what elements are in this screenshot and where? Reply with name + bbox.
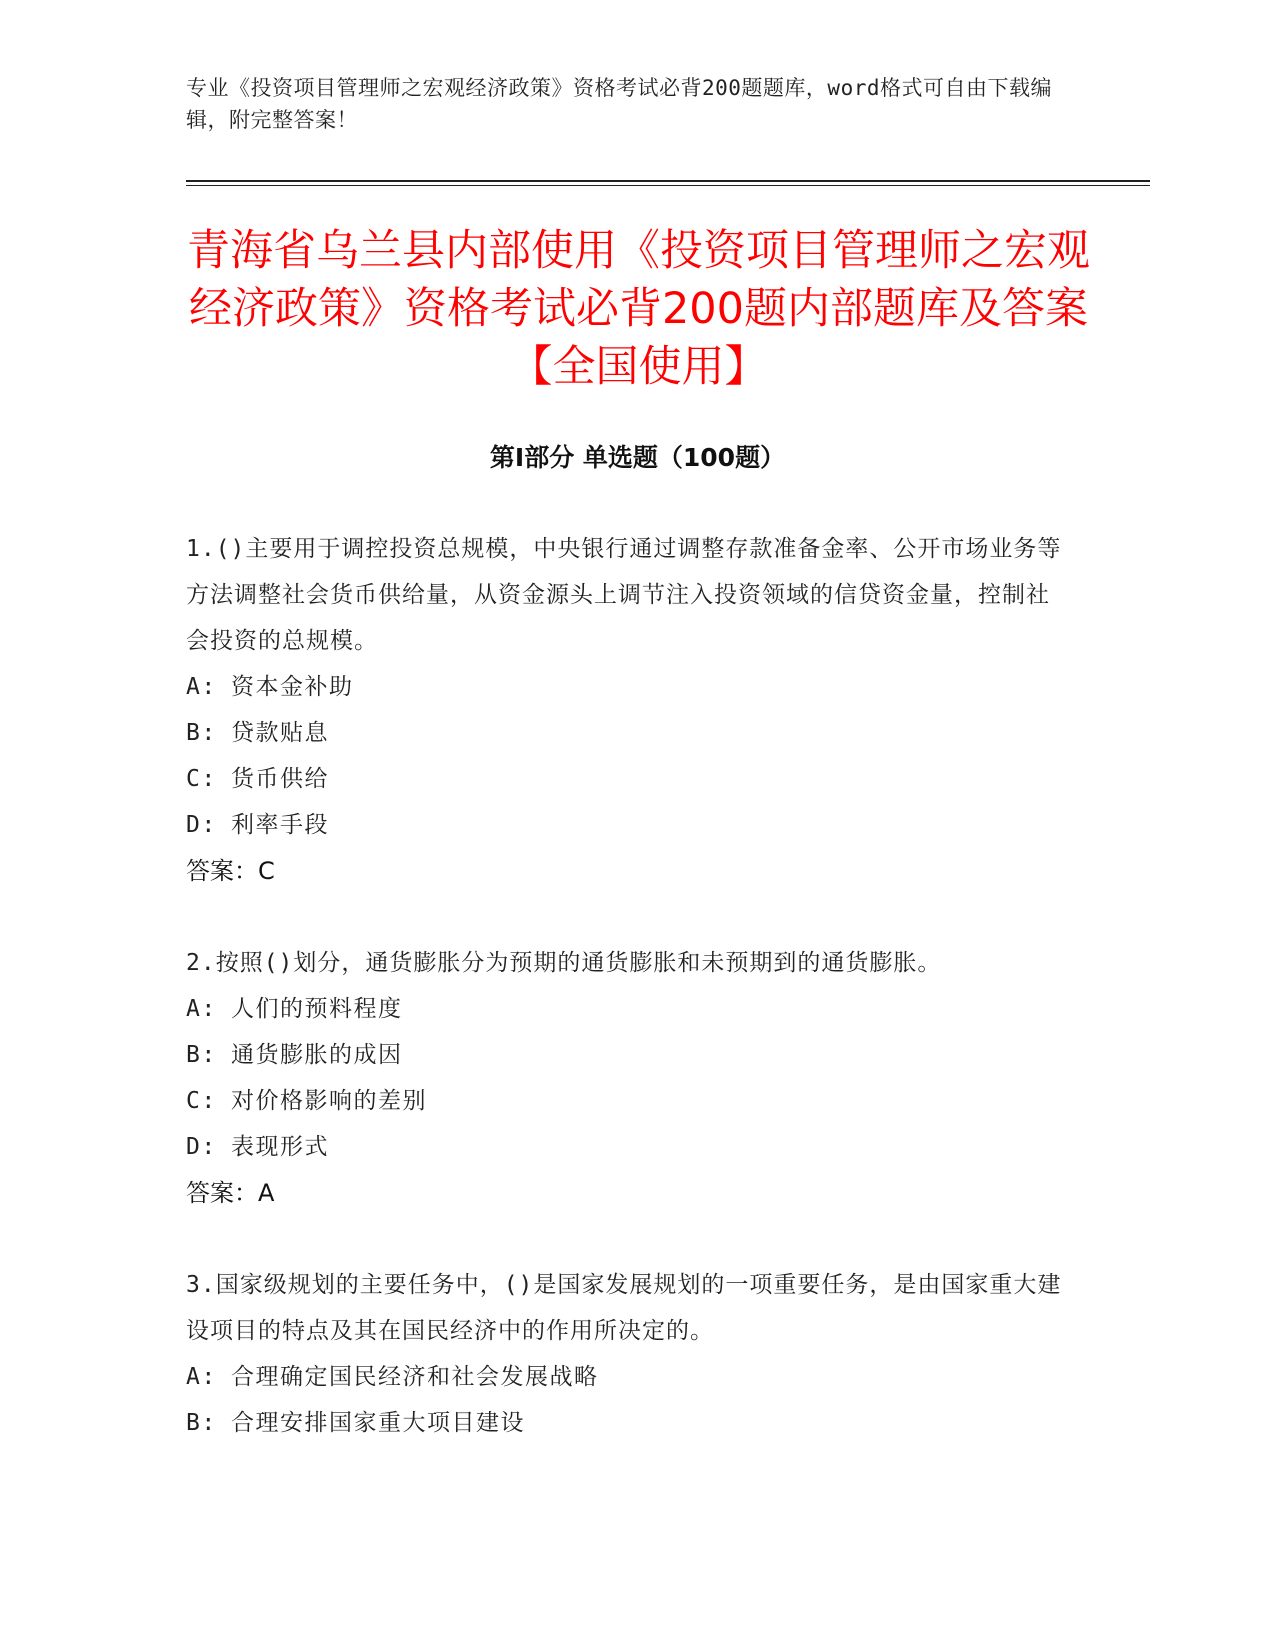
question-3 xyxy=(186,1262,1066,1446)
option-letter: A: xyxy=(186,996,217,1022)
option-text: 通货膨胀的成因 xyxy=(231,1042,403,1068)
header-note: 专业《投资项目管理师之宏观经济政策》资格考试必背200题题库，word格式可自由下载编辑，附完整答案！ xyxy=(186,76,1052,132)
question-list xyxy=(186,526,1066,1492)
option-a xyxy=(186,1354,1066,1400)
option-text: 贷款贴息 xyxy=(231,720,329,746)
option-text: 表现形式 xyxy=(231,1134,329,1160)
option-c xyxy=(186,756,1066,802)
option-d xyxy=(186,802,1066,848)
option-letter: D: xyxy=(186,812,217,838)
document-title: 青海省乌兰县内部使用《投资项目管理师之宏观经济政策》资格考试必背200题内部题库及答案【全国使用】 xyxy=(187,226,1090,392)
option-text: 合理安排国家重大项目建设 xyxy=(231,1410,525,1436)
answer-line: 答案：A xyxy=(186,1179,275,1207)
option-text: 合理确定国民经济和社会发展战略 xyxy=(231,1364,599,1390)
question-stem: 2.按照()划分，通货膨胀分为预期的通货膨胀和未预期到的通货膨胀。 xyxy=(186,950,942,976)
option-text: 货币供给 xyxy=(231,766,329,792)
header-divider xyxy=(186,180,1150,182)
question-stem: 1.()主要用于调控投资总规模，中央银行通过调整存款准备金率、公开市场业务等方法调整社会货币供给量，从资金源头上调节注入投资领域的信贷资金量，控制社会投资的总规模。 xyxy=(186,536,1062,654)
option-text: 利率手段 xyxy=(231,812,329,838)
option-a xyxy=(186,664,1066,710)
option-d xyxy=(186,1124,1066,1170)
question-2 xyxy=(186,940,1066,1216)
option-letter: A: xyxy=(186,1364,217,1390)
option-letter: C: xyxy=(186,766,217,792)
option-b xyxy=(186,1032,1066,1078)
option-letter: A: xyxy=(186,674,217,700)
option-letter: B: xyxy=(186,1410,217,1436)
answer-line: 答案：C xyxy=(186,857,275,885)
option-text: 对价格影响的差别 xyxy=(231,1088,427,1114)
option-letter: B: xyxy=(186,1042,217,1068)
header-divider-thin xyxy=(186,185,1150,186)
section-heading: 第Ⅰ部分 单选题（100题） xyxy=(489,443,786,472)
question-1 xyxy=(186,526,1066,894)
option-c xyxy=(186,1078,1066,1124)
option-a xyxy=(186,986,1066,1032)
option-text: 资本金补助 xyxy=(231,674,354,700)
option-letter: B: xyxy=(186,720,217,746)
option-letter: D: xyxy=(186,1134,217,1160)
option-letter: C: xyxy=(186,1088,217,1114)
option-b xyxy=(186,1400,1066,1446)
option-text: 人们的预料程度 xyxy=(231,996,403,1022)
question-stem: 3.国家级规划的主要任务中，()是国家发展规划的一项重要任务，是由国家重大建设项目的特点及其在国民经济中的作用所决定的。 xyxy=(186,1272,1062,1344)
option-b xyxy=(186,710,1066,756)
